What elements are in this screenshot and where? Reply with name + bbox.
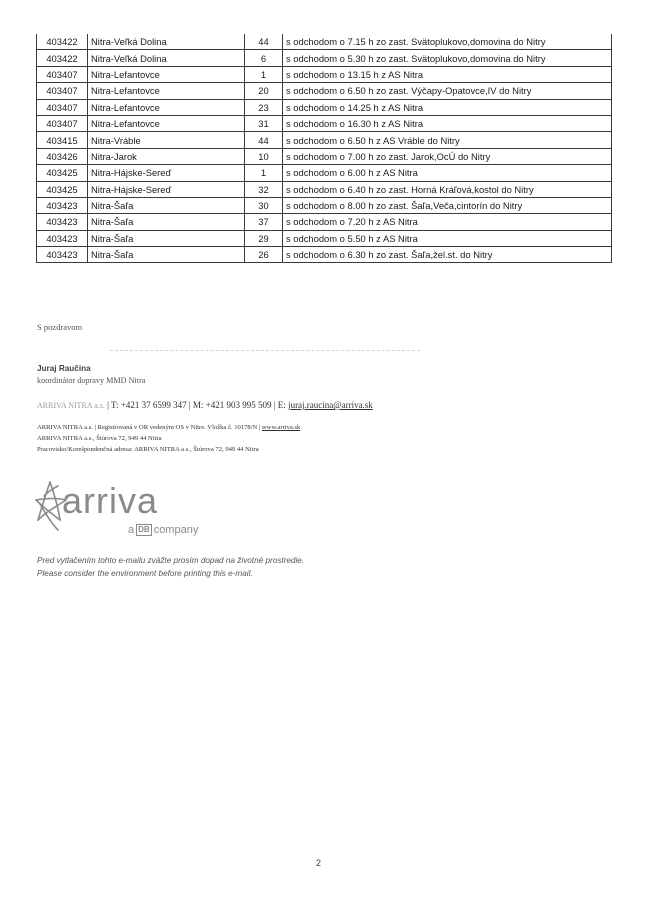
- cell-line: Nitra-Veľká Dolina: [88, 34, 245, 50]
- cell-conn: 1: [245, 165, 283, 181]
- table-row: [37, 181, 612, 197]
- cell-line: Nitra-Lefantovce: [88, 83, 245, 99]
- contact-email-link[interactable]: juraj.raucina@arriva.sk: [288, 400, 373, 410]
- routes-table: [36, 34, 612, 263]
- table-row: [37, 230, 612, 246]
- table-row: [37, 132, 612, 148]
- table-row: [37, 34, 612, 50]
- cell-code: 403407: [37, 66, 88, 82]
- cell-line: Nitra-Lefantovce: [88, 66, 245, 82]
- table-row: [37, 214, 612, 230]
- cell-code: 403407: [37, 83, 88, 99]
- table-row: [37, 165, 612, 181]
- cell-desc: s odchodom o 7.00 h zo zast. Jarok,OcÚ do Nitry: [283, 148, 612, 164]
- logo-tag-prefix: a: [128, 524, 135, 536]
- table-row: [37, 247, 612, 263]
- cell-desc: s odchodom o 6.30 h zo zast. Šaľa,žel.st. do Nitry: [283, 247, 612, 263]
- cell-conn: 29: [245, 230, 283, 246]
- cell-desc: s odchodom o 8.00 h zo zast. Šaľa,Veča,cintorín do Nitry: [283, 197, 612, 213]
- cell-conn: 1: [245, 66, 283, 82]
- sender-name: Juraj Raučina: [37, 364, 91, 373]
- logo-wordmark: arriva: [62, 480, 159, 521]
- legal-line-1: [37, 424, 300, 431]
- cell-desc: s odchodom o 16.30 h z AS Nitra: [283, 115, 612, 131]
- eco-notice-en: Please consider the environment before printing this e-mail.: [37, 569, 253, 578]
- cell-conn: 44: [245, 132, 283, 148]
- cell-desc: s odchodom o 5.50 h z AS Nitra: [283, 230, 612, 246]
- table-row: [37, 99, 612, 115]
- cell-line: Nitra-Lefantovce: [88, 115, 245, 131]
- cell-line: Nitra-Hájske-Sereď: [88, 165, 245, 181]
- table-row: [37, 197, 612, 213]
- logo-tagline: [128, 524, 198, 536]
- cell-conn: 23: [245, 99, 283, 115]
- sender-role: koordinátor dopravy MMD Nitra: [37, 376, 146, 385]
- legal-registration: ARRIVA NITRA a.s. | Registrovaná v OR vedeným OS v Nitre. Vložka č. 10178/N |: [37, 424, 261, 431]
- cell-desc: s odchodom o 6.00 h z AS Nitra: [283, 165, 612, 181]
- cell-desc: s odchodom o 7.15 h zo zast. Svätoplukovo,domovina do Nitry: [283, 34, 612, 50]
- routes-table-body: [37, 34, 612, 263]
- cell-code: 403423: [37, 230, 88, 246]
- table-row: [37, 148, 612, 164]
- cell-code: 403423: [37, 197, 88, 213]
- cell-line: Nitra-Šaľa: [88, 230, 245, 246]
- legal-line-2: ARRIVA NITRA a.s., Štúrova 72, 949 44 Nitra: [37, 435, 162, 442]
- cell-conn: 20: [245, 83, 283, 99]
- cell-code: 403426: [37, 148, 88, 164]
- cell-code: 403422: [37, 50, 88, 66]
- cell-conn: 31: [245, 115, 283, 131]
- page-number: 2: [316, 858, 322, 868]
- cell-line: Nitra-Lefantovce: [88, 99, 245, 115]
- cell-line: Nitra-Jarok: [88, 148, 245, 164]
- cell-desc: s odchodom o 13.15 h z AS Nitra: [283, 66, 612, 82]
- contact-brand: ARRIVA NITRA a.s.: [37, 401, 105, 410]
- cell-desc: s odchodom o 14.25 h z AS Nitra: [283, 99, 612, 115]
- cell-desc: s odchodom o 6.50 h zo zast. Výčapy-Opatovce,IV do Nitry: [283, 83, 612, 99]
- cell-conn: 32: [245, 181, 283, 197]
- logo-tag-suffix: company: [153, 524, 199, 536]
- cell-line: Nitra-Šaľa: [88, 247, 245, 263]
- website-link[interactable]: www.arriva.sk: [261, 424, 301, 431]
- greeting: S pozdravom: [37, 322, 83, 332]
- cell-conn: 44: [245, 34, 283, 50]
- cell-code: 403407: [37, 99, 88, 115]
- table-row: [37, 83, 612, 99]
- eco-notice-sk: Pred vytlačením tohto e-mailu zvážte prosím dopad na životné prostredie.: [37, 556, 305, 565]
- cell-line: Nitra-Šaľa: [88, 214, 245, 230]
- cell-code: 403422: [37, 34, 88, 50]
- cell-code: 403423: [37, 247, 88, 263]
- table-row: [37, 115, 612, 131]
- table-row: [37, 66, 612, 82]
- cell-desc: s odchodom o 5.30 h zo zast. Svätoplukovo,domovina do Nitry: [283, 50, 612, 66]
- signature-separator: [110, 350, 420, 351]
- cell-line: Nitra-Veľká Dolina: [88, 50, 245, 66]
- cell-line: Nitra-Vráble: [88, 132, 245, 148]
- cell-desc: s odchodom o 6.40 h zo zast. Horná Kráľová,kostol do Nitry: [283, 181, 612, 197]
- cell-conn: 30: [245, 197, 283, 213]
- cell-desc: s odchodom o 6.50 h z AS Vráble do Nitry: [283, 132, 612, 148]
- table-row: [37, 50, 612, 66]
- cell-line: Nitra-Šaľa: [88, 197, 245, 213]
- db-logo-icon: DB: [138, 525, 150, 534]
- cell-conn: 10: [245, 148, 283, 164]
- cell-code: 403425: [37, 181, 88, 197]
- cell-conn: 37: [245, 214, 283, 230]
- legal-line-3: Pracovisko/Korešpondenčná adresa: ARRIVA NITRA a.s., Štúrova 72, 949 44 Nitra: [37, 446, 259, 453]
- cell-code: 403407: [37, 115, 88, 131]
- cell-code: 403415: [37, 132, 88, 148]
- cell-conn: 26: [245, 247, 283, 263]
- contact-phones: | T: +421 37 6599 347 | M: +421 903 995 509 | E:: [107, 400, 286, 410]
- contact-line: [37, 400, 373, 410]
- cell-code: 403425: [37, 165, 88, 181]
- cell-line: Nitra-Hájske-Sereď: [88, 181, 245, 197]
- cell-code: 403423: [37, 214, 88, 230]
- cell-conn: 6: [245, 50, 283, 66]
- cell-desc: s odchodom o 7.20 h z AS Nitra: [283, 214, 612, 230]
